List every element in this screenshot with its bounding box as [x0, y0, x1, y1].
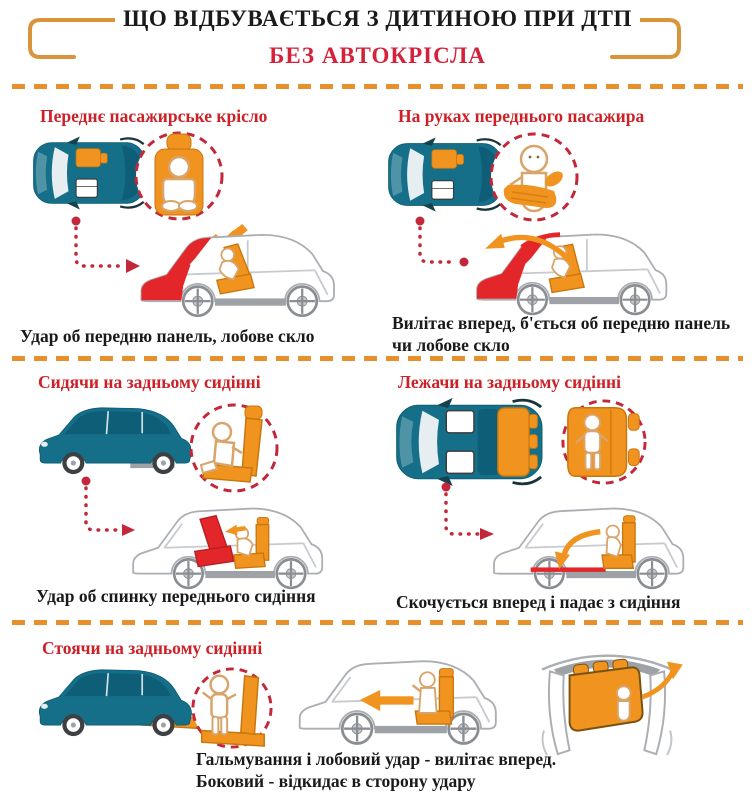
page-title: ЩО ВІДБУВАЄТЬСЯ З ДИТИНОЮ ПРИ ДТП	[0, 6, 755, 32]
page-subtitle: БЕЗ АВТОКРІСЛА	[269, 43, 486, 68]
child-in-hands-zoom-circle	[488, 131, 580, 223]
section-caption	[196, 749, 596, 793]
child-standing-zoom-circle	[190, 666, 274, 750]
car-side-view-illustration	[30, 400, 200, 481]
car-interior-rear-view-illustration	[528, 636, 686, 762]
section-heading: Сидячи на задньому сидінні	[38, 372, 261, 392]
child-sitting-zoom-circle	[188, 402, 280, 494]
caption-line-1: Гальмування і лобовий удар - вилітає вперед.	[196, 749, 557, 769]
section-caption: Удар об спинку переднього сидіння	[36, 586, 316, 606]
section-heading: На руках переднього пасажира	[398, 106, 645, 126]
caption-line-2: Боковий - відкидає в сторону удару	[196, 770, 476, 791]
section-caption: Удар об передню панель, лобове скло	[20, 326, 315, 346]
child-rolls-off-seat-illustration	[474, 496, 698, 596]
dashed-separator	[12, 356, 743, 361]
impact-front-seatback-illustration	[118, 496, 332, 596]
child-lying-zoom-circle	[560, 398, 648, 486]
child-thrown-forward-illustration	[284, 648, 506, 752]
crash-side-car-illustration	[126, 222, 344, 324]
car-side-view-illustration	[30, 662, 200, 743]
child-in-seat-zoom-circle	[133, 130, 225, 222]
section-caption: Вилітає вперед, б'ється об передню панель чи лобове скло	[392, 313, 731, 355]
section-heading: Стоячи на задньому сидінні	[42, 638, 263, 658]
car-top-view-illustration	[387, 135, 503, 214]
section-heading: Переднє пасажирське крісло	[40, 106, 268, 126]
dashed-separator	[12, 620, 743, 625]
section-heading: Лежачи на задньому сидінні	[398, 372, 621, 392]
section-caption: Скочується вперед і падає з сидіння	[396, 592, 681, 612]
crash-side-car-illustration	[456, 222, 682, 322]
dashed-separator	[12, 84, 743, 89]
car-top-view-rear-bench-illustration	[388, 396, 558, 488]
car-top-view-illustration	[32, 134, 146, 212]
